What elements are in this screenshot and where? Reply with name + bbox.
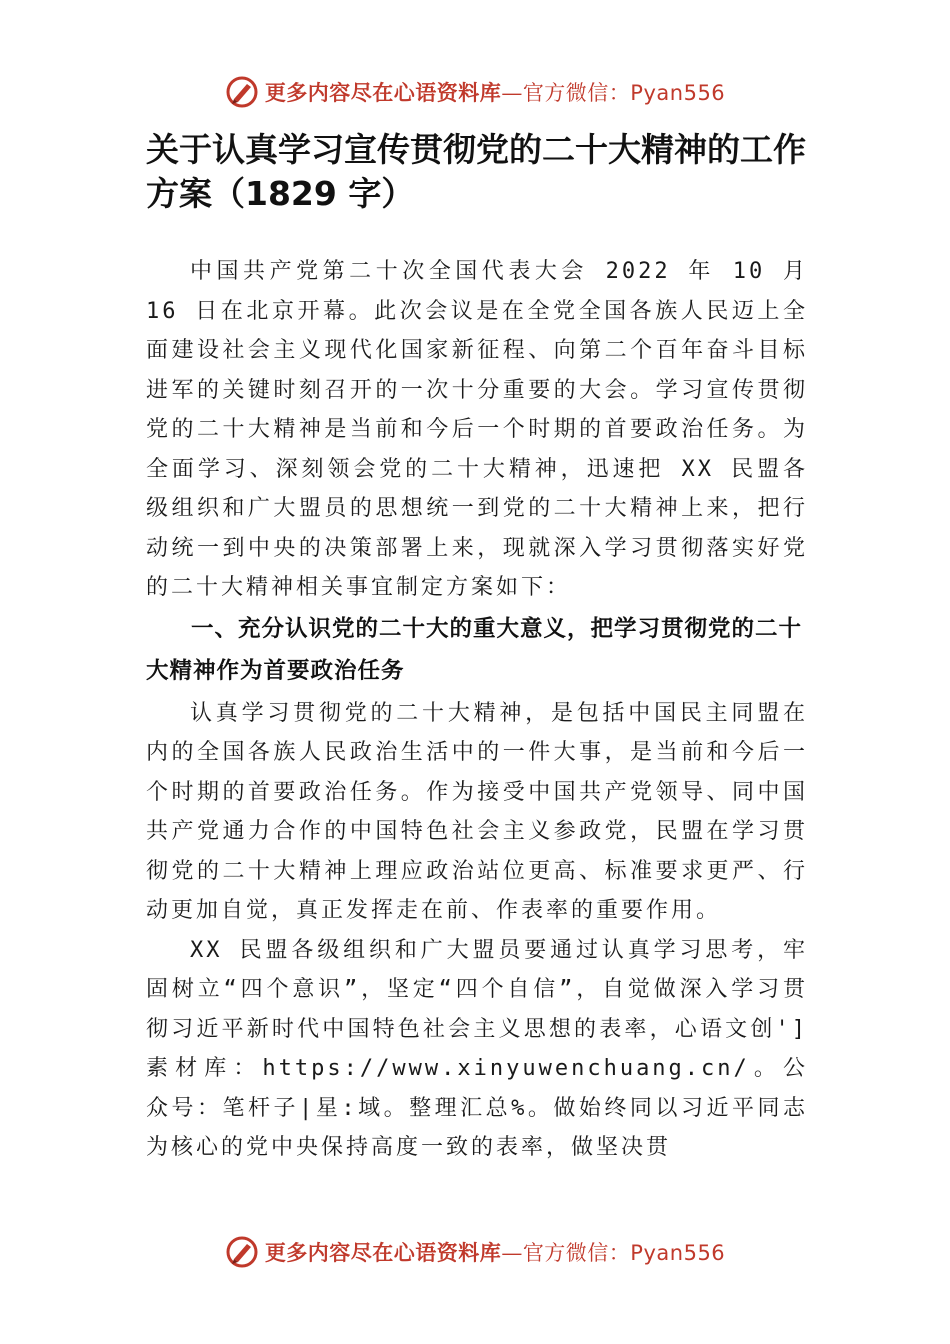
banner-library-text: 更多内容尽在心语资料库 bbox=[264, 1240, 502, 1265]
banner-separator: — bbox=[501, 81, 523, 105]
banner-text bbox=[265, 1237, 725, 1267]
banner-separator: — bbox=[501, 1241, 523, 1265]
banner-text bbox=[265, 77, 725, 107]
pen-circle-logo-icon bbox=[225, 75, 259, 109]
document-body bbox=[146, 252, 808, 1168]
banner-library-text: 更多内容尽在心语资料库 bbox=[264, 80, 502, 105]
paragraph-intro: 中国共产党第二十次全国代表大会 2022 年 10 月 16 日在北京开幕。此次会议是在全党全国各族人民迈上全面建设社会主义现代化国家新征程、向第二个百年奋斗目标进军的关键时刻召开的一次十分重要的大会。学习宣传贯彻党的二十大精神是当前和今后一个时期的首要政治任务。为全面学习、深刻领会党的二十大精神，迅速把 XX 民盟各级组织和广大盟员的思想统一到党的二十大精神上来，把行动统一到中央的决策部署上来，现就深入学习贯彻落实好党的二十大精神相关事宜制定方案如下： bbox=[146, 259, 808, 600]
paragraph-members: XX 民盟各级组织和广大盟员要通过认真学习思考，牢固树立“四个意识”，坚定“四个自信”，自觉做深入学习贯彻习近平新时代中国特色社会主义思想的表率，心语文创']素材库：https://www.xinyuwenchuang.cn/。公众号：笔杆子|星:域。整理汇总%。做始终同以习近平同志为核心的党中央保持高度一致的表率，做坚决贯 bbox=[146, 937, 808, 1160]
footer-banner bbox=[0, 1232, 950, 1272]
banner-wechat-text: 官方微信：Pyan556 bbox=[522, 1241, 726, 1265]
pen-circle-logo-icon bbox=[225, 1235, 259, 1269]
banner-wechat-text: 官方微信：Pyan556 bbox=[522, 81, 726, 105]
header-banner bbox=[0, 72, 950, 112]
paragraph-significance: 认真学习贯彻党的二十大精神，是包括中国民主同盟在内的全国各族人民政治生活中的一件大事，是当前和今后一个时期的首要政治任务。作为接受中国共产党领导、同中国共产党通力合作的中国特色社会主义参政党，民盟在学习贯彻党的二十大精神上理应政治站位更高、标准要求更严、行动更加自觉，真正发挥走在前、作表率的重要作用。 bbox=[146, 700, 808, 923]
section-heading-1: 一、充分认识党的二十大的重大意义，把学习贯彻党的二十大精神作为首要政治任务 bbox=[146, 615, 803, 684]
document-title: 关于认真学习宣传贯彻党的二十大精神的工作方案（1829 字） bbox=[146, 130, 806, 213]
